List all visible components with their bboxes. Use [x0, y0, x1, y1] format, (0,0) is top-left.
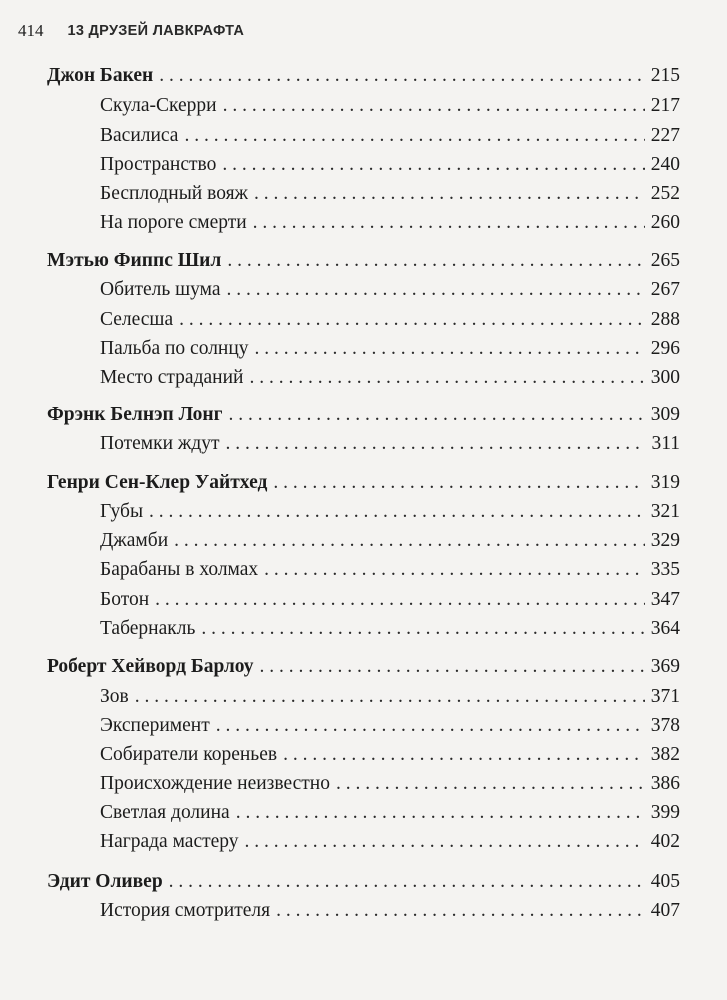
toc-story-title: Светлая долина	[100, 802, 230, 823]
dot-leader	[229, 401, 645, 429]
dot-leader	[169, 868, 645, 896]
toc-page-number: 405	[650, 871, 680, 892]
dot-leader	[223, 92, 645, 120]
toc-story-title: Обитель шума	[100, 279, 221, 300]
toc-page-number: 321	[650, 501, 680, 522]
toc-story-title: Пальба по солнцу	[100, 338, 249, 359]
toc-story-entry[interactable]	[100, 430, 680, 458]
dot-leader	[260, 653, 645, 681]
toc-story-entry[interactable]	[100, 276, 680, 304]
toc-page-number: 369	[650, 656, 680, 677]
toc-author-name: Эдит Оливер	[47, 871, 163, 892]
toc-page-number: 265	[650, 250, 680, 271]
toc-story-entry[interactable]	[100, 306, 680, 334]
dot-leader	[222, 151, 644, 179]
toc-story-entry[interactable]	[100, 799, 680, 827]
toc-page-number: 296	[650, 338, 680, 359]
dot-leader	[264, 556, 645, 584]
toc-story-title: История смотрителя	[100, 900, 271, 921]
dot-leader	[159, 62, 645, 90]
toc-story-title: Потемки ждут	[100, 433, 220, 454]
toc-story-title: Место страданий	[100, 367, 244, 388]
page-number: 414	[18, 21, 44, 40]
toc-page-number: 309	[650, 404, 680, 425]
toc-story-title: Джамби	[100, 530, 169, 551]
toc-page-number: 347	[650, 589, 680, 610]
dot-leader	[255, 335, 645, 363]
dot-leader	[179, 306, 645, 334]
toc-page-number: 300	[650, 367, 680, 388]
toc-page-number: 288	[650, 309, 680, 330]
toc-page-number: 227	[650, 125, 680, 146]
dot-leader	[216, 712, 645, 740]
toc-story-title: Губы	[100, 501, 144, 522]
toc-story-entry[interactable]	[100, 615, 680, 643]
dot-leader	[254, 180, 645, 208]
toc-page-number: 399	[650, 802, 680, 823]
toc-author-entry[interactable]	[47, 247, 680, 275]
toc-page-number: 319	[650, 472, 680, 493]
toc-story-title: Награда мастеру	[100, 831, 239, 852]
dot-leader	[249, 364, 644, 392]
toc-page-number: 364	[650, 618, 680, 639]
running-title: 13 ДРУЗЕЙ ЛАВКРАФТА	[67, 23, 245, 39]
toc-story-title: Собиратели кореньев	[100, 744, 278, 765]
dot-leader	[336, 770, 645, 798]
toc-page-number: 371	[650, 686, 680, 707]
toc-story-title: Скула-Скерри	[100, 95, 217, 116]
toc-author-name: Фрэнк Белнэп Лонг	[47, 404, 223, 425]
toc-story-title: Пространство	[100, 154, 217, 175]
dot-leader	[174, 527, 645, 555]
toc-story-title: Эксперимент	[100, 715, 210, 736]
dot-leader	[245, 828, 645, 856]
dot-leader	[184, 122, 644, 150]
dot-leader	[253, 209, 645, 237]
toc-story-entry[interactable]	[100, 828, 680, 856]
toc-page-number: 252	[650, 183, 680, 204]
toc-story-title: Ботон	[100, 589, 150, 610]
toc-story-entry[interactable]	[100, 770, 680, 798]
toc-page-number: 402	[650, 831, 680, 852]
dot-leader	[226, 430, 646, 458]
toc-story-title: Селесша	[100, 309, 174, 330]
toc-story-entry[interactable]	[100, 92, 680, 120]
dot-leader	[273, 469, 644, 497]
toc-story-entry[interactable]	[100, 335, 680, 363]
toc-story-entry[interactable]	[100, 180, 680, 208]
toc-story-entry[interactable]	[100, 683, 680, 711]
toc-story-entry[interactable]	[100, 741, 680, 769]
toc-page-number: 215	[650, 65, 680, 86]
page-header	[18, 18, 244, 44]
toc-story-entry[interactable]	[100, 122, 680, 150]
toc-author-entry[interactable]	[47, 62, 680, 90]
toc-story-entry[interactable]	[100, 527, 680, 555]
toc-story-entry[interactable]	[100, 586, 680, 614]
toc-page-number: 311	[651, 433, 680, 454]
toc-page-number: 260	[650, 212, 680, 233]
toc-page-number: 378	[650, 715, 680, 736]
toc-story-entry[interactable]	[100, 556, 680, 584]
toc-author-entry[interactable]	[47, 653, 680, 681]
toc-story-entry[interactable]	[100, 364, 680, 392]
dot-leader	[283, 741, 645, 769]
toc-story-entry[interactable]	[100, 498, 680, 526]
dot-leader	[135, 683, 645, 711]
toc-author-entry[interactable]	[47, 469, 680, 497]
dot-leader	[276, 897, 645, 925]
toc-author-name: Джон Бакен	[47, 65, 154, 86]
toc-story-entry[interactable]	[100, 712, 680, 740]
toc-page-number: 240	[650, 154, 680, 175]
toc-story-entry[interactable]	[100, 209, 680, 237]
dot-leader	[227, 247, 644, 275]
toc-story-title: На пороге смерти	[100, 212, 247, 233]
toc-page-number: 407	[650, 900, 680, 921]
toc-story-title: Василиса	[100, 125, 179, 146]
dot-leader	[201, 615, 644, 643]
toc-story-entry[interactable]	[100, 897, 680, 925]
toc-page-number: 217	[650, 95, 680, 116]
toc-story-title: Табернакль	[100, 618, 196, 639]
toc-story-title: Бесплодный вояж	[100, 183, 249, 204]
toc-story-title: Зов	[100, 686, 129, 707]
dot-leader	[155, 586, 645, 614]
toc-page-number: 382	[650, 744, 680, 765]
toc-author-name: Роберт Хейворд Барлоу	[47, 656, 254, 677]
toc-story-title: Барабаны в холмах	[100, 559, 259, 580]
dot-leader	[236, 799, 645, 827]
toc-page-number: 329	[650, 530, 680, 551]
toc-story-title: Происхождение неизвестно	[100, 773, 330, 794]
toc-author-name: Генри Сен-Клер Уайтхед	[47, 472, 268, 493]
dot-leader	[227, 276, 645, 304]
toc-story-entry[interactable]	[100, 151, 680, 179]
toc-author-entry[interactable]	[47, 401, 680, 429]
toc-page-number: 335	[650, 559, 680, 580]
dot-leader	[149, 498, 645, 526]
toc-author-name: Мэтью Фиппс Шил	[47, 250, 222, 271]
toc-page-number: 267	[650, 279, 680, 300]
toc-author-entry[interactable]	[47, 868, 680, 896]
toc-page-number: 386	[650, 773, 680, 794]
